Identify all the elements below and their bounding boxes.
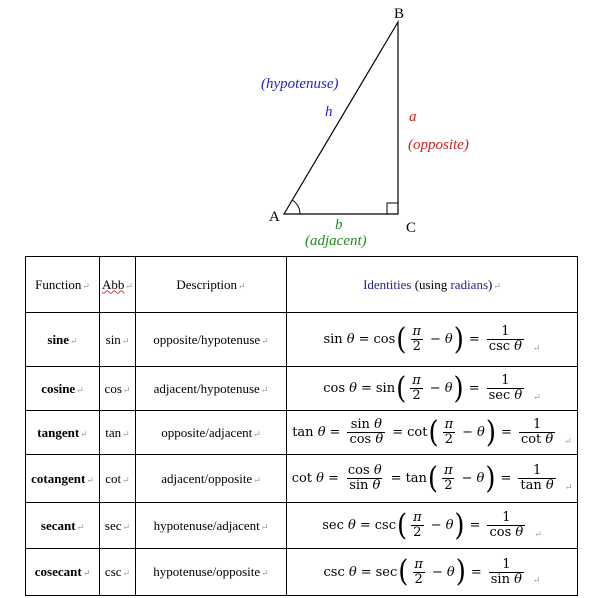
- reciprocal-fraction: $\frac{1}{\text{sin θ}}$: [490, 556, 522, 587]
- pi-over-two-fraction: $\frac{\pi}{2}$: [413, 510, 422, 540]
- identity-formula: tan θ = $\frac{\text{sin θ}}{\text{cos θ}}$ = cot ( $\frac{\pi}{2}$ − θ ) = $\frac{1}{\text{cot θ}}$ ↵: [292, 415, 572, 450]
- header-function: Function↵: [26, 257, 100, 313]
- identity-formula: csc θ = sec ( $\frac{\pi}{2}$ − θ ) = $\frac{1}{\text{sin θ}}$ ↵: [323, 554, 541, 590]
- angle-a-arc: [292, 200, 300, 214]
- pi-over-two-fraction: $\frac{\pi}{2}$: [412, 324, 421, 354]
- vertex-c-label: C: [406, 220, 417, 236]
- adjacent-b-label: b: [335, 217, 343, 233]
- pi-over-two-fraction: $\frac{\pi}{2}$: [414, 556, 423, 587]
- trig-functions-table: [25, 256, 578, 596]
- identity-cell: [287, 503, 578, 549]
- description-cell: hypotenuse/adjacent↵: [136, 503, 287, 549]
- ratio-fraction: $\frac{\text{cos θ}}{\text{sin θ}}$: [347, 463, 382, 493]
- identity-formula: cot θ = $\frac{\text{cos θ}}{\text{sin θ}}$ = tan ( $\frac{\pi}{2}$ − θ ) = $\frac{1}{\text{tan θ}}$ ↵: [291, 461, 573, 496]
- pi-over-two-fraction: $\frac{\pi}{2}$: [444, 463, 453, 493]
- table-header-row: [26, 257, 578, 313]
- vertex-b-label: B: [394, 6, 405, 22]
- right-triangle-diagram: [0, 0, 593, 252]
- description-cell: opposite/adjacent↵: [136, 411, 287, 455]
- function-name-cell: cosine↵: [26, 367, 100, 411]
- reciprocal-fraction: $\frac{1}{\text{sec θ}}$: [488, 373, 523, 403]
- reciprocal-fraction: $\frac{1}{\text{tan θ}}$: [520, 463, 554, 493]
- reciprocal-fraction: $\frac{1}{\text{csc θ}}$: [488, 324, 522, 354]
- identity-cell: [287, 549, 578, 596]
- right-angle-marker: [387, 203, 398, 214]
- description-cell: hypotenuse/opposite↵: [136, 549, 287, 596]
- table-row: [26, 411, 578, 455]
- triangle-shape: [284, 22, 398, 214]
- function-name-cell: cosecant↵: [26, 549, 100, 596]
- table-row: [26, 549, 578, 596]
- hypotenuse-desc-label: (hypotenuse): [261, 76, 339, 92]
- function-name-cell: tangent↵: [26, 411, 100, 455]
- abbreviation-cell: cos↵: [100, 367, 136, 411]
- function-name-cell: sine↵: [26, 313, 100, 367]
- abbreviation-cell: csc↵: [100, 549, 136, 596]
- opposite-a-label: a: [409, 109, 417, 125]
- function-name-cell: secant↵: [26, 503, 100, 549]
- identity-cell: [287, 367, 578, 411]
- identity-cell: [287, 411, 578, 455]
- vertex-a-label: A: [269, 209, 280, 225]
- identity-formula: cos θ = sin ( $\frac{\pi}{2}$ − θ ) = $\frac{1}{\text{sec θ}}$ ↵: [323, 371, 541, 406]
- header-identities: Identities (using radians)↵: [287, 257, 578, 313]
- reciprocal-fraction: $\frac{1}{\text{cot θ}}$: [520, 417, 554, 447]
- identity-cell: [287, 313, 578, 367]
- identity-formula: sec θ = csc ( $\frac{\pi}{2}$ − θ ) = $\frac{1}{\text{cos θ}}$ ↵: [322, 508, 542, 543]
- table-row: [26, 367, 578, 411]
- description-cell: adjacent/opposite↵: [136, 455, 287, 503]
- pi-over-two-fraction: $\frac{\pi}{2}$: [412, 373, 421, 403]
- reciprocal-fraction: $\frac{1}{\text{cos θ}}$: [489, 510, 524, 540]
- pi-over-two-fraction: $\frac{\pi}{2}$: [444, 417, 454, 447]
- table-row: [26, 503, 578, 549]
- identity-cell: [287, 455, 578, 503]
- identity-formula: sin θ = cos ( $\frac{\pi}{2}$ − θ ) = $\frac{1}{\text{csc θ}}$ ↵: [323, 322, 541, 357]
- abbreviation-cell: sec↵: [100, 503, 136, 549]
- function-name-cell: cotangent↵: [26, 455, 100, 503]
- header-description: Description↵: [136, 257, 287, 313]
- ratio-fraction: $\frac{\text{sin θ}}{\text{cos θ}}$: [349, 417, 384, 447]
- table-row: [26, 455, 578, 503]
- hypotenuse-h-label: h: [325, 104, 333, 120]
- abbreviation-cell: tan↵: [100, 411, 136, 455]
- description-cell: opposite/hypotenuse↵: [136, 313, 287, 367]
- header-abb: Abb↵: [100, 257, 136, 313]
- description-cell: adjacent/hypotenuse↵: [136, 367, 287, 411]
- adjacent-desc-label: (adjacent): [305, 233, 367, 249]
- abbreviation-cell: cot↵: [100, 455, 136, 503]
- abbreviation-cell: sin↵: [100, 313, 136, 367]
- table-row: [26, 313, 578, 367]
- opposite-desc-label: (opposite): [408, 137, 469, 153]
